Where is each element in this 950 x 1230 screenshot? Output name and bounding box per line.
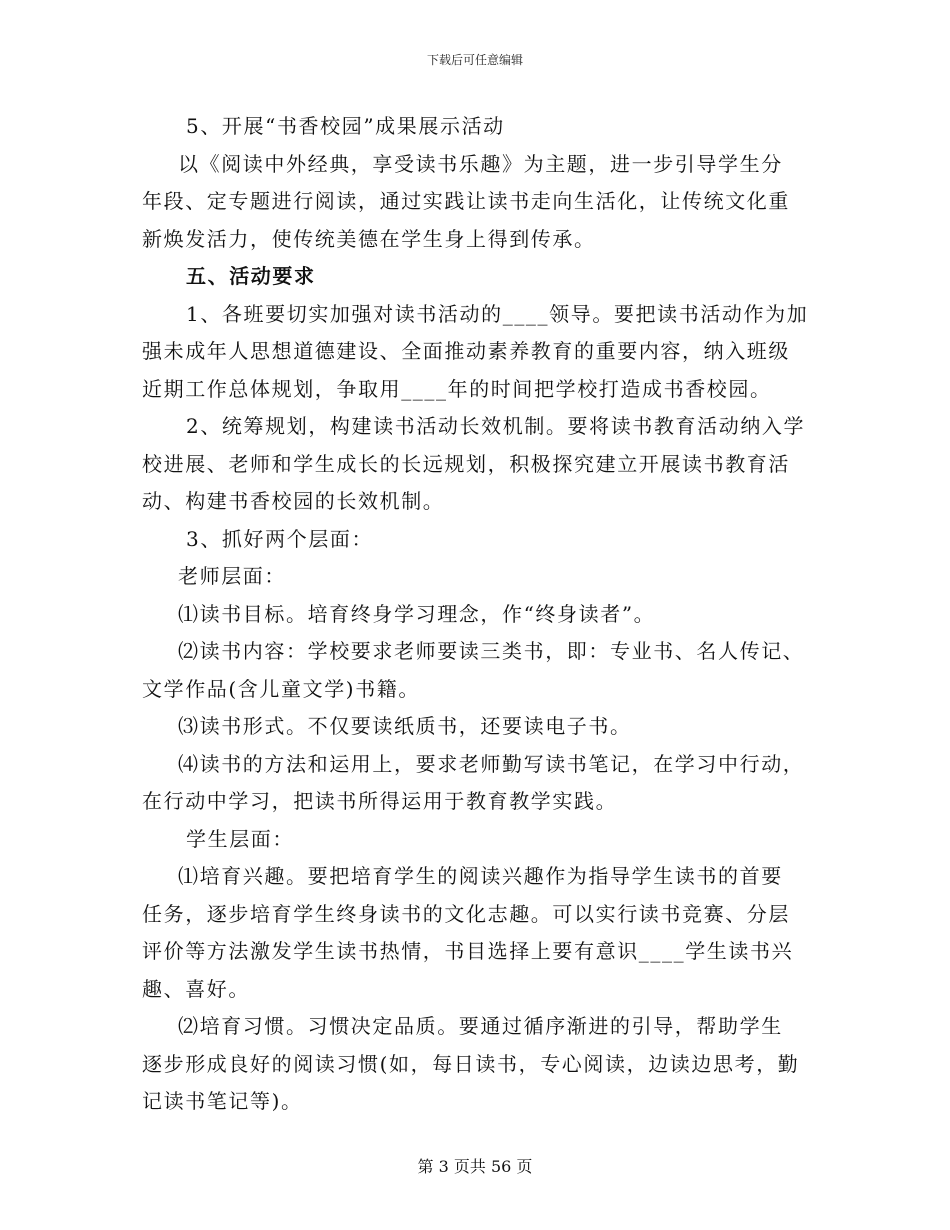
text-line: 任务，逐步培育学生终身读书的文化志趣。可以实行读书竞赛、分层 [142, 901, 790, 926]
text-line: 年段、定专题进行阅读，通过实践让读书走向生活化，让传统文化重 [142, 189, 790, 213]
text-line: 5、开展“书香校园”成果展示活动 [186, 114, 505, 138]
page-number: 第 3 页共 56 页 [417, 1157, 533, 1176]
text-line: 近期工作总体规划，争取用____年的时间把学校打造成书香校园。 [142, 376, 772, 401]
text-line: ⑷读书的方法和运用上，要求老师勤写读书笔记，在学习中行动， [178, 751, 805, 776]
text-line: 逐步形成良好的阅读习惯(如，每日读书，专心阅读，边读边思考，勤 [142, 1051, 800, 1076]
text-line: ⑴培育兴趣。要把培育学生的阅读兴趣作为指导学生读书的首要 [178, 864, 783, 888]
text-line: ⑵读书内容：学校要求老师要读三类书，即：专业书、名人传记、 [178, 639, 805, 663]
text-line: 文学作品(含儿童文学)书籍。 [142, 676, 421, 701]
text-line: 学生层面： [186, 826, 294, 851]
text-line: 趣、喜好。 [142, 976, 250, 1001]
text-line: 1、各班要切实加强对读书活动的____领导。要把读书活动作为加 [186, 301, 809, 326]
text-line: 记读书笔记等)。 [142, 1089, 303, 1113]
text-line: ⑶读书形式。不仅要读纸质书，还要读电子书。 [178, 714, 632, 738]
text-line: 以《阅读中外经典，享受读书乐趣》为主题，进一步引导学生分 [178, 151, 783, 176]
text-line: 老师层面： [178, 564, 286, 588]
text-line: ⑴读书目标。培育终身学习理念，作“终身读者”。 [178, 601, 656, 626]
text-line: 在行动中学习，把读书所得运用于教育教学实践。 [142, 789, 618, 813]
text-line: ⑵培育习惯。习惯决定品质。要通过循序渐进的引导，帮助学生 [178, 1014, 783, 1038]
text-line: 新焕发活力，使传统美德在学生身上得到传承。 [142, 226, 596, 251]
text-line: 评价等方法激发学生读书热情，书目选择上要有意识____学生读书兴 [142, 939, 794, 963]
text-line: 2、统筹规划，构建读书活动长效机制。要将读书教育活动纳入学 [186, 414, 806, 438]
document-body [142, 108, 812, 1121]
text-line: 动、构建书香校园的长效机制。 [142, 489, 445, 513]
text-line: 强未成年人思想道德建设、全面推动素养教育的重要内容，纳入班级 [142, 339, 790, 363]
page-header: 下载后可任意编辑 [426, 53, 523, 67]
section-heading: 五、活动要求 [186, 264, 316, 288]
text-line: 校进展、老师和学生成长的长远规划，积极探究建立开展读书教育活 [142, 451, 790, 476]
text-line: 3、抓好两个层面： [186, 526, 374, 551]
